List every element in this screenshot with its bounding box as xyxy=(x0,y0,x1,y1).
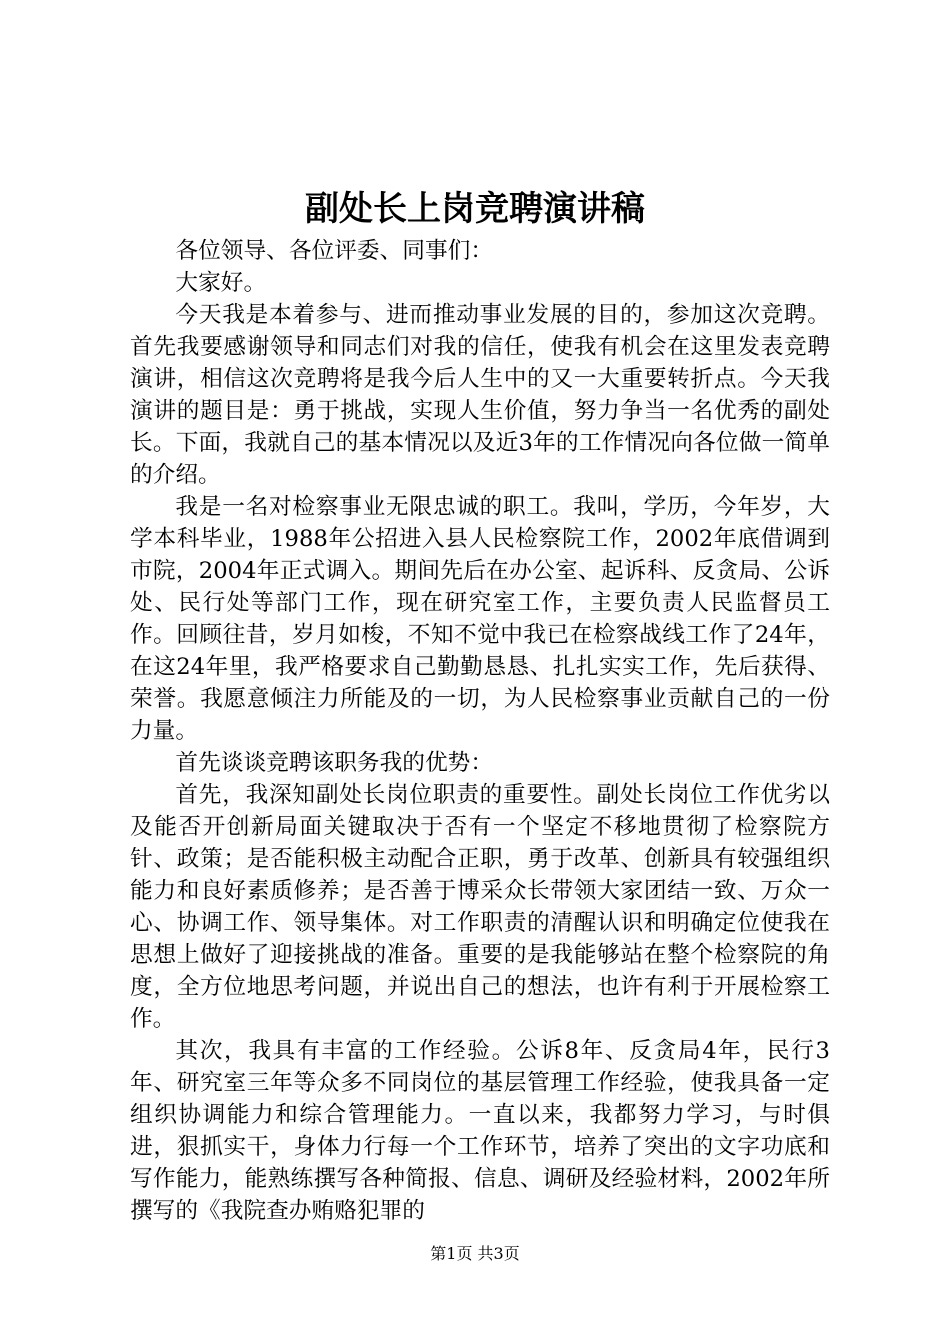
paragraph-advantages-heading: 首先谈谈竞聘该职务我的优势： xyxy=(175,750,494,776)
document-title: 副处长上岗竞聘演讲稿 xyxy=(305,189,645,229)
paragraph-greeting: 大家好。 xyxy=(175,270,267,296)
paragraph-intro: 今天我是本着参与、进而推动事业发展的目的，参加这次竞聘。首先我要感谢领导和同志们对我的信任，使我有机会在这里发表竞聘演讲，相信这次竞聘将是我今后人生中的又一大重要转折点。今天我演讲的题目是：勇于挑战，实现人生价值，努力争当一名优秀的副处长。下面，我就自己的基本情况以及近3年的工作情况向各位做一简单的介绍。 xyxy=(130,302,830,488)
paragraph-salutation: 各位领导、各位评委、同事们： xyxy=(175,238,494,264)
page-footer: 第1页 共3页 xyxy=(430,1244,520,1263)
paragraph-background: 我是一名对检察事业无限忠诚的职工。我叫，学历，今年岁，大学本科毕业，1988年公招进入县人民检察院工作，2002年底借调到市院，2004年正式调入。期间先后在办公室、起诉科、反贪局、公诉处、民行处等部门工作，现在研究室工作，主要负责人民监督员工作。回顾往昔，岁月如梭，不知不觉中我已在检察战线工作了24年，在这24年里，我严格要求自己勤勤恳恳、扎扎实实工作，先后获得、荣誉。我愿意倾注力所能及的一切，为人民检察事业贡献自己的一份力量。 xyxy=(130,494,830,744)
paragraph-advantage-first: 首先，我深知副处长岗位职责的重要性。副处长岗位工作优劣以及能否开创新局面关键取决于否有一个坚定不移地贯彻了检察院方针、政策；是否能积极主动配合正职，勇于改革、创新具有较强组织能力和良好素质修养；是否善于博采众长带领大家团结一致、万众一心、协调工作、领导集体。对工作职责的清醒认识和明确定位使我在思想上做好了迎接挑战的准备。重要的是我能够站在整个检察院的角度，全方位地思考问题，并说出自己的想法，也许有利于开展检察工作。 xyxy=(130,782,830,1032)
paragraph-advantage-second: 其次，我具有丰富的工作经验。公诉8年、反贪局4年，民行3年、研究室三年等众多不同岗位的基层管理工作经验，使我具备一定组织协调能力和综合管理能力。一直以来，我都努力学习，与时俱进，狠抓实干，身体力行每一个工作环节，培养了突出的文字功底和写作能力，能熟练撰写各种简报、信息、调研及经验材料，2002年所撰写的《我院查办贿赂犯罪的 xyxy=(130,1038,830,1224)
document-body xyxy=(130,235,830,1227)
